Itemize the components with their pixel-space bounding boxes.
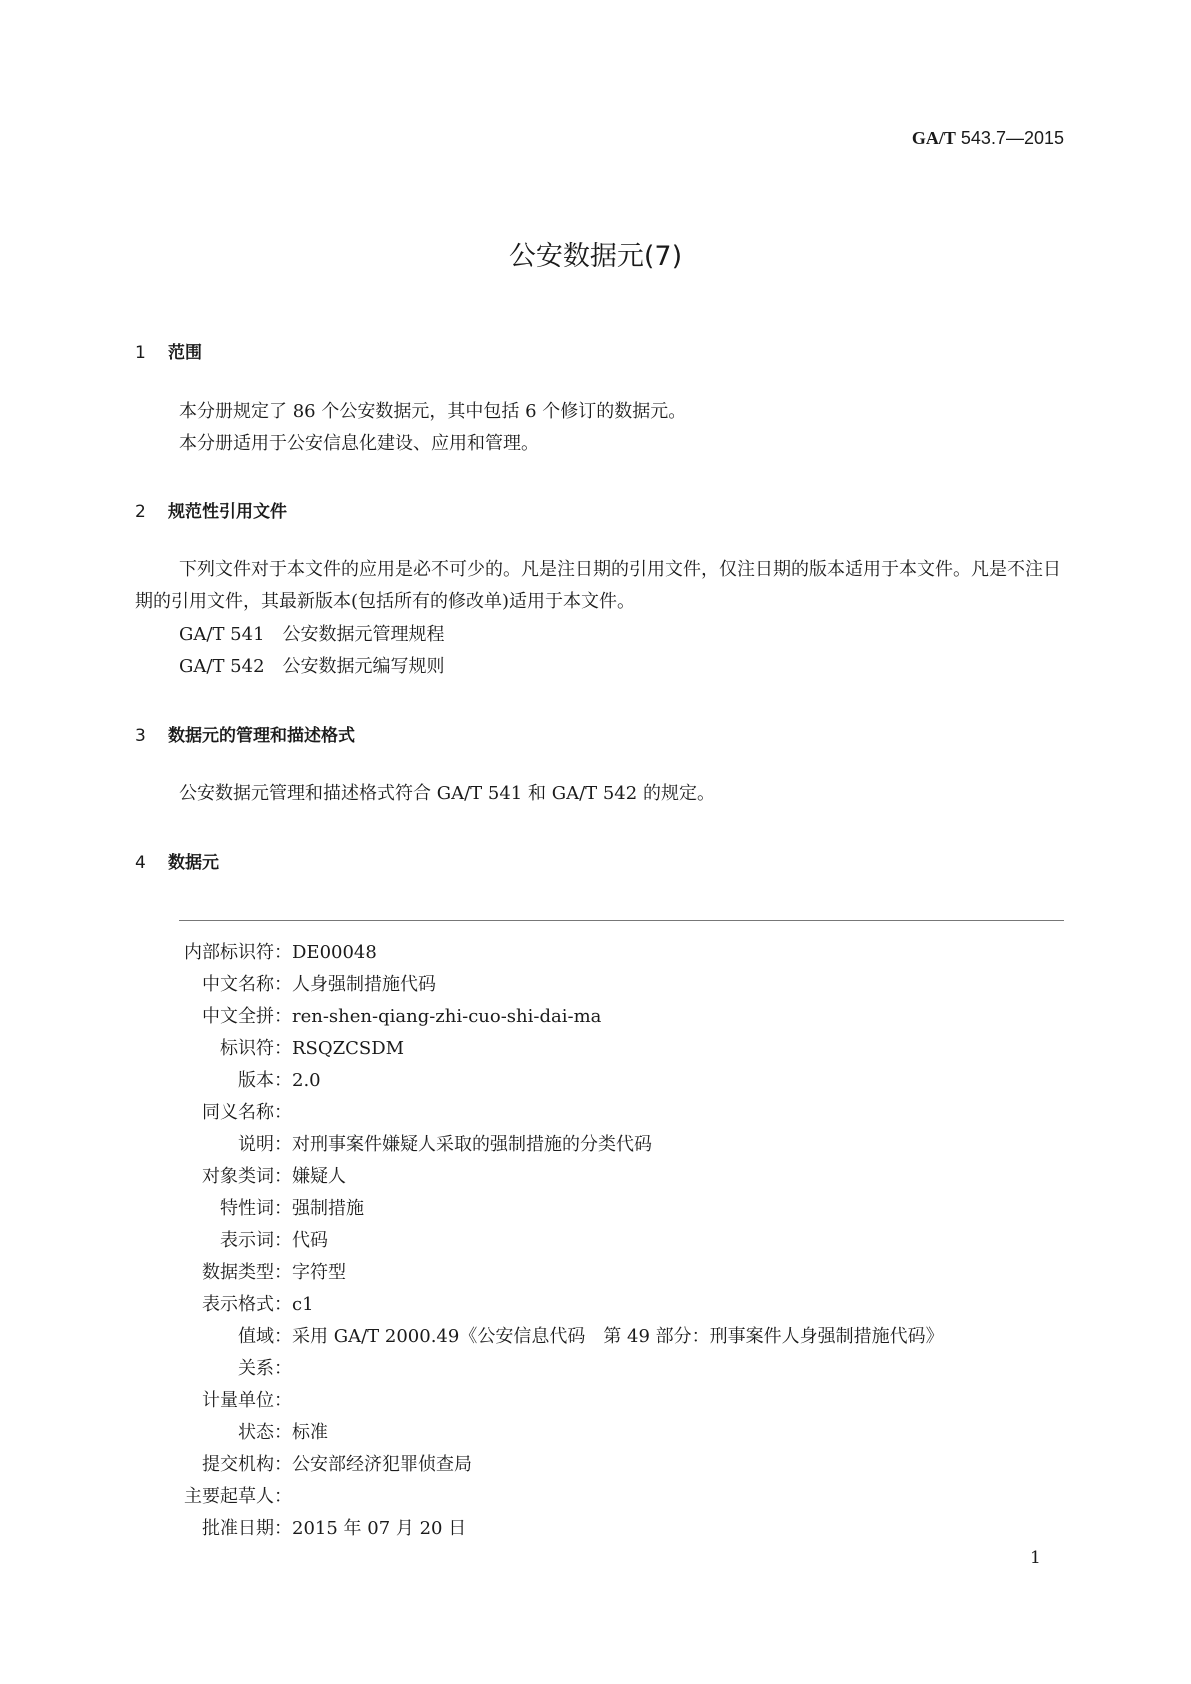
section-title: 数据元 [168, 853, 219, 873]
field-label: 状态： [238, 1422, 292, 1443]
section-number: 4 [135, 853, 146, 873]
record-field [179, 1385, 944, 1417]
section-title: 范围 [168, 343, 202, 363]
field-value: 2.0 [292, 1070, 321, 1091]
field-label: 值域： [238, 1326, 292, 1347]
field-value: 公安部经济犯罪侦查局 [292, 1454, 472, 1475]
record-field [179, 1193, 944, 1225]
paragraph: 公安数据元管理和描述格式符合 GA/T 541 和 GA/T 542 的规定。 [179, 783, 715, 804]
field-label: 说明： [238, 1134, 292, 1155]
record-field [179, 937, 944, 969]
field-label: 版本： [238, 1070, 292, 1091]
field-label: 主要起草人： [184, 1486, 292, 1507]
data-element-record [179, 937, 944, 1545]
record-field [179, 1257, 944, 1289]
section-heading-2 [135, 497, 287, 522]
field-label: 计量单位： [202, 1390, 292, 1411]
paragraph: 本分册适用于公安信息化建设、应用和管理。 [179, 433, 539, 454]
field-label: 同义名称： [202, 1102, 292, 1123]
record-field [179, 1289, 944, 1321]
field-label: 中文全拼： [202, 1006, 292, 1027]
record-field [179, 1353, 944, 1385]
record-field [179, 1449, 944, 1481]
std-number: 543.7—2015 [955, 128, 1064, 148]
field-label: 数据类型： [202, 1262, 292, 1283]
record-field [179, 1097, 944, 1129]
record-field [179, 1481, 944, 1513]
field-label: 关系： [238, 1358, 292, 1379]
record-field [179, 1129, 944, 1161]
field-value: c1 [292, 1294, 314, 1315]
reference-item: GA/T 541 公安数据元管理规程 [179, 624, 445, 645]
paragraph: 本分册规定了 86 个公安数据元，其中包括 6 个修订的数据元。 [179, 401, 687, 422]
field-value: 字符型 [292, 1262, 346, 1283]
record-field [179, 1161, 944, 1193]
record-field [179, 1065, 944, 1097]
divider [179, 920, 1064, 921]
field-value: DE00048 [292, 942, 377, 963]
section-number: 1 [135, 343, 146, 363]
field-value: 2015 年 07 月 20 日 [292, 1518, 467, 1539]
field-label: 标识符： [220, 1038, 292, 1059]
paragraph: 下列文件对于本文件的应用是必不可少的。凡是注日期的引用文件，仅注日期的版本适用于本文件。凡是不注日期的引用文件，其最新版本(包括所有的修改单)适用于本文件。 [135, 559, 1061, 612]
field-label: 批准日期： [202, 1518, 292, 1539]
standard-number [912, 128, 1064, 149]
field-label: 提交机构： [202, 1454, 292, 1475]
field-label: 内部标识符： [184, 942, 292, 963]
field-value: 代码 [292, 1230, 328, 1251]
record-field [179, 1513, 944, 1545]
page-number: 1 [1030, 1548, 1041, 1568]
page-title: 公安数据元(7) [508, 241, 683, 272]
field-label: 中文名称： [202, 974, 292, 995]
section-heading-4 [135, 848, 219, 873]
section-number: 3 [135, 726, 146, 746]
field-value: 采用 GA/T 2000.49《公安信息代码 第 49 部分：刑事案件人身强制措施代码》 [292, 1326, 944, 1347]
field-value: ren-shen-qiang-zhi-cuo-shi-dai-ma [292, 1006, 602, 1027]
field-value: 人身强制措施代码 [292, 974, 436, 995]
section-heading-1 [135, 338, 202, 363]
section-heading-3 [135, 721, 355, 746]
field-label: 表示词： [220, 1230, 292, 1251]
field-value: 嫌疑人 [292, 1166, 346, 1187]
field-value: RSQZCSDM [292, 1038, 405, 1059]
section-title: 数据元的管理和描述格式 [168, 726, 355, 746]
std-prefix: GA/T [911, 128, 956, 148]
field-label: 特性词： [220, 1198, 292, 1219]
reference-item: GA/T 542 公安数据元编写规则 [179, 656, 445, 677]
field-value: 标准 [292, 1422, 328, 1443]
field-label: 表示格式： [202, 1294, 292, 1315]
record-field [179, 1417, 944, 1449]
record-field [179, 1033, 944, 1065]
record-field [179, 1321, 944, 1353]
section-number: 2 [135, 502, 146, 522]
field-value: 对刑事案件嫌疑人采取的强制措施的分类代码 [292, 1134, 652, 1155]
field-value: 强制措施 [292, 1198, 364, 1219]
record-field [179, 969, 944, 1001]
record-field [179, 1001, 944, 1033]
record-field [179, 1225, 944, 1257]
section-title: 规范性引用文件 [168, 502, 287, 522]
field-label: 对象类词： [202, 1166, 292, 1187]
